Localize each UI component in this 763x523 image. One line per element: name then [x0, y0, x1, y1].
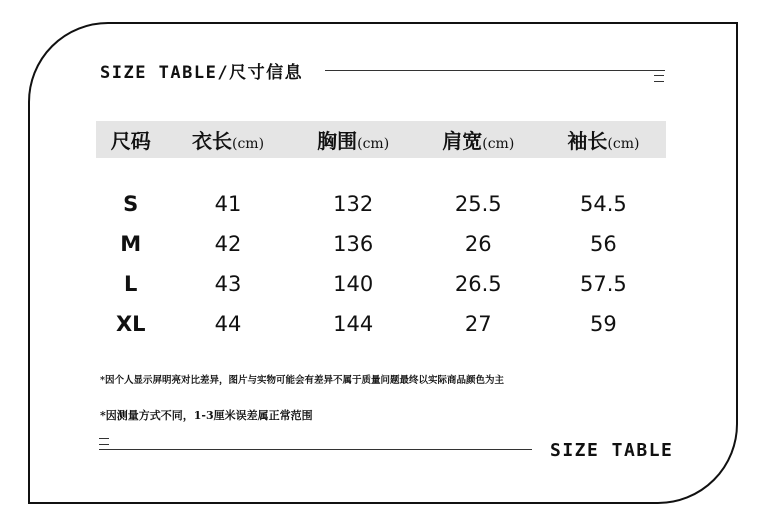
- table-row: [96, 184, 666, 224]
- column-header-sleeve: 袖长(cm): [541, 121, 666, 158]
- sleeve-cell: 56: [590, 232, 617, 256]
- size-cell: M: [120, 232, 142, 256]
- column-header-shoulder: 肩宽(cm): [416, 121, 541, 158]
- table-header-row: [96, 121, 666, 158]
- note-color-difference: *因个人显示屏明亮对比差异，图片与实物可能会有差异不属于质量问题最终以实际商品颜色为主: [100, 375, 504, 386]
- sleeve-cell: 57.5: [580, 272, 627, 296]
- table-row: [96, 304, 666, 344]
- shoulder-cell: 27: [464, 312, 492, 336]
- column-header-chest: 胸围(cm): [291, 121, 416, 158]
- footer-label: SIZE TABLE: [550, 440, 674, 461]
- size-cell: S: [123, 192, 139, 216]
- table-row: [96, 224, 666, 264]
- length-cell: 43: [214, 272, 242, 296]
- top-divider: [325, 70, 665, 71]
- size-table: [96, 121, 666, 344]
- top-divider-mark: [654, 75, 664, 82]
- chest-cell: 136: [333, 232, 374, 256]
- bottom-divider: [99, 449, 532, 450]
- note-measurement-tolerance: *因测量方式不同，1-3厘米误差属正常范围: [100, 409, 313, 422]
- column-header-size: 尺码: [96, 121, 165, 158]
- table-row: [96, 264, 666, 304]
- column-header-length: 衣长(cm): [165, 121, 290, 158]
- length-cell: 44: [214, 312, 242, 336]
- size-cell: XL: [115, 312, 146, 336]
- size-cell: L: [124, 272, 138, 296]
- sleeve-cell: 59: [590, 312, 617, 336]
- chest-cell: 144: [333, 312, 374, 336]
- shoulder-cell: 25.5: [454, 192, 502, 216]
- length-cell: 42: [214, 232, 242, 256]
- chest-cell: 132: [333, 192, 374, 216]
- page-title: SIZE TABLE/尺寸信息: [100, 63, 304, 83]
- length-cell: 41: [214, 192, 242, 216]
- chest-cell: 140: [333, 272, 374, 296]
- shoulder-cell: 26.5: [454, 272, 502, 296]
- sleeve-cell: 54.5: [580, 192, 627, 216]
- shoulder-cell: 26: [464, 232, 492, 256]
- bottom-divider-mark: [99, 438, 109, 445]
